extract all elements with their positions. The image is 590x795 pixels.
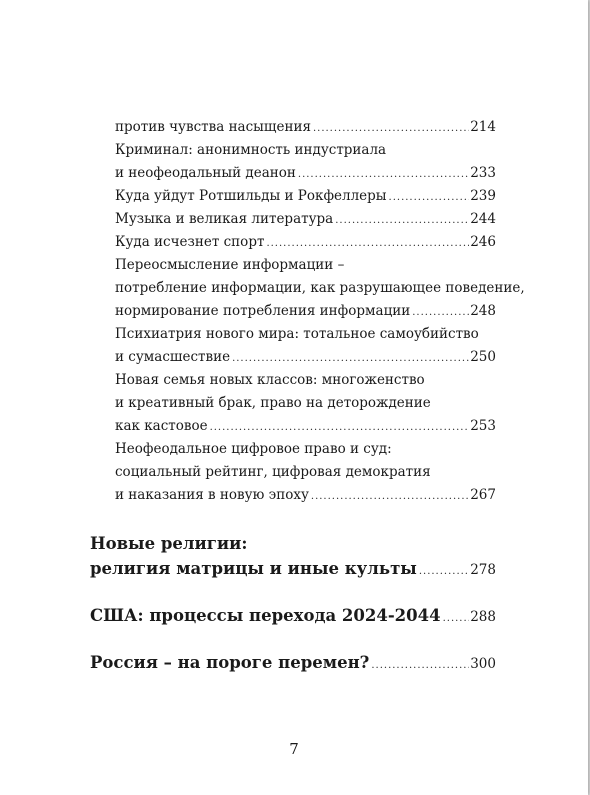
toc-entry-line <box>115 484 496 507</box>
toc-entry <box>115 116 496 139</box>
toc-entry-line <box>115 162 496 185</box>
toc-page-number: 300 <box>470 656 496 672</box>
dot-leader <box>298 163 469 186</box>
dot-leader <box>371 653 469 678</box>
toc-page-number: 250 <box>470 349 496 365</box>
toc-entry-line: Психиатрия нового мира: тотальное самоубийство <box>115 326 479 342</box>
toc-chapter-entry <box>90 531 496 581</box>
toc-page-number: 246 <box>470 234 496 250</box>
toc-entry <box>115 208 496 231</box>
toc-page-number: 248 <box>470 303 496 319</box>
dot-leader <box>266 232 469 255</box>
toc-entry <box>115 254 525 323</box>
toc-chapter-line <box>90 603 496 628</box>
toc-entry-line <box>115 300 496 323</box>
toc-entry <box>115 438 496 507</box>
toc-entry-title: и наказания в новую эпоху <box>115 487 309 503</box>
dot-leader <box>419 559 469 584</box>
toc-entry <box>115 369 496 438</box>
toc-entry-title: как кастовое <box>115 418 208 434</box>
toc-entry <box>115 323 496 369</box>
toc-entry-line: Неофеодальное цифровое право и суд: <box>115 441 392 457</box>
dot-leader <box>311 485 469 508</box>
toc-entry-title: и неофеодальный деанон <box>115 165 296 181</box>
dot-leader <box>335 209 469 232</box>
toc-page-number: 233 <box>470 165 496 181</box>
toc-entry-title: Куда уйдут Ротшильды и Рокфеллеры <box>115 188 387 204</box>
toc-chapter-title: религия матрицы и иные культы <box>90 559 417 578</box>
toc-chapter-title: Россия – на пороге перемен? <box>90 653 370 672</box>
toc-entry-line: Переосмысление информации – <box>115 257 345 273</box>
toc-entry-line <box>115 231 496 254</box>
toc-chapter-line <box>90 556 496 581</box>
toc-page-number: 267 <box>470 487 496 503</box>
dot-leader <box>443 606 470 631</box>
toc-entry-line: и креативный брак, право на деторождение <box>115 395 431 411</box>
toc-entry-title: и сумасшествие <box>115 349 231 365</box>
toc-entry-line: потребление информации, как разрушающее поведение, <box>115 280 525 296</box>
toc-entry-line <box>115 346 496 369</box>
toc-entry-line <box>115 208 496 231</box>
toc-page-number: 244 <box>470 211 496 227</box>
toc-chapter-entry <box>90 650 496 675</box>
dot-leader <box>389 186 470 209</box>
dot-leader <box>412 301 469 324</box>
toc-entry-title: Куда исчезнет спорт <box>115 234 265 250</box>
toc-entry <box>115 231 496 254</box>
toc-page-number: 278 <box>470 562 496 578</box>
toc-page-number: 253 <box>470 418 496 434</box>
toc-entry-title: против чувства насыщения <box>115 119 311 135</box>
dot-leader <box>210 416 470 439</box>
toc-page-number: 214 <box>470 119 496 135</box>
toc-chapter-line <box>90 650 496 675</box>
toc-chapter-entry <box>90 603 496 628</box>
toc-entry-title: нормирование потребления информации <box>115 303 411 319</box>
table-of-contents <box>90 116 525 675</box>
toc-entry-line <box>115 415 496 438</box>
toc-subsection-list <box>115 116 525 507</box>
toc-chapter-title: США: процессы перехода 2024-2044 <box>90 606 441 625</box>
dot-leader <box>232 347 469 370</box>
page-number: 7 <box>289 740 299 758</box>
toc-entry-line: Криминал: анонимность индустриала <box>115 142 387 158</box>
toc-entry-line <box>115 185 496 208</box>
toc-entry-line: Новая семья новых классов: многоженство <box>115 372 425 388</box>
toc-page-number: 288 <box>470 609 496 625</box>
toc-page-number: 239 <box>470 188 496 204</box>
toc-entry <box>115 139 496 185</box>
dot-leader <box>313 117 469 140</box>
toc-entry-line: социальный рейтинг, цифровая демократия <box>115 464 431 480</box>
toc-entry-title: Музыка и великая литература <box>115 211 334 227</box>
toc-entry <box>115 185 496 208</box>
toc-entry-line <box>115 116 496 139</box>
toc-chapter-line: Новые религии: <box>90 534 248 553</box>
